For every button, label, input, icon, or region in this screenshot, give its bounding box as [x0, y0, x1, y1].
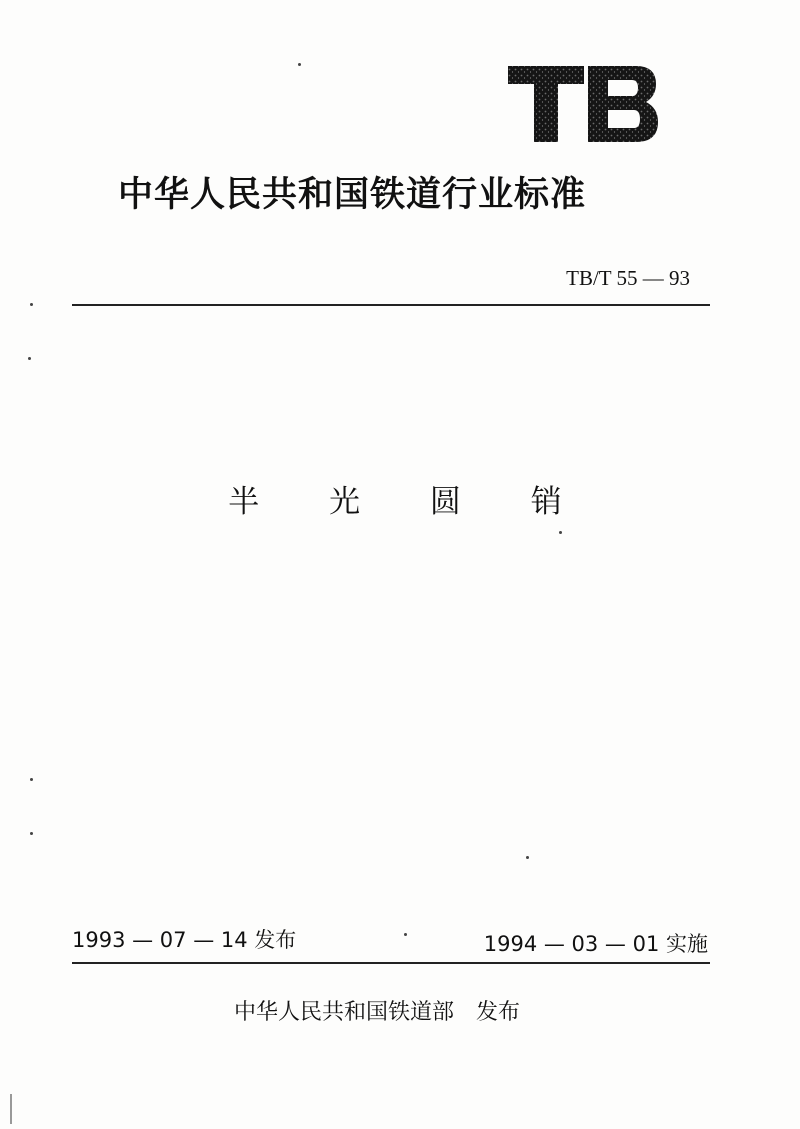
scan-speck: [30, 778, 33, 781]
scan-speck: [30, 832, 33, 835]
document-title: 半 光 圆 销: [228, 484, 592, 520]
top-divider: [72, 304, 710, 306]
scan-speck: [28, 357, 31, 360]
bottom-divider: [72, 962, 710, 964]
publisher-verb: 发布: [476, 1000, 521, 1025]
tb-logo: [508, 62, 658, 144]
scan-edge-mark: [10, 1094, 12, 1124]
publisher-line: [234, 995, 520, 1026]
publisher-name: 中华人民共和国铁道部: [234, 1000, 455, 1025]
standard-title: 中华人民共和国铁道行业标准: [118, 175, 587, 215]
issue-date: 1993 — 07 — 14 发布: [72, 928, 297, 952]
scan-speck: [298, 63, 301, 66]
scan-speck: [30, 303, 33, 306]
scan-speck: [526, 856, 529, 859]
implementation-date: 1994 — 03 — 01 实施: [483, 932, 708, 956]
scan-speck: [559, 531, 562, 534]
standard-code: TB/T 55 — 93: [566, 266, 690, 290]
scan-speck: [404, 933, 407, 936]
